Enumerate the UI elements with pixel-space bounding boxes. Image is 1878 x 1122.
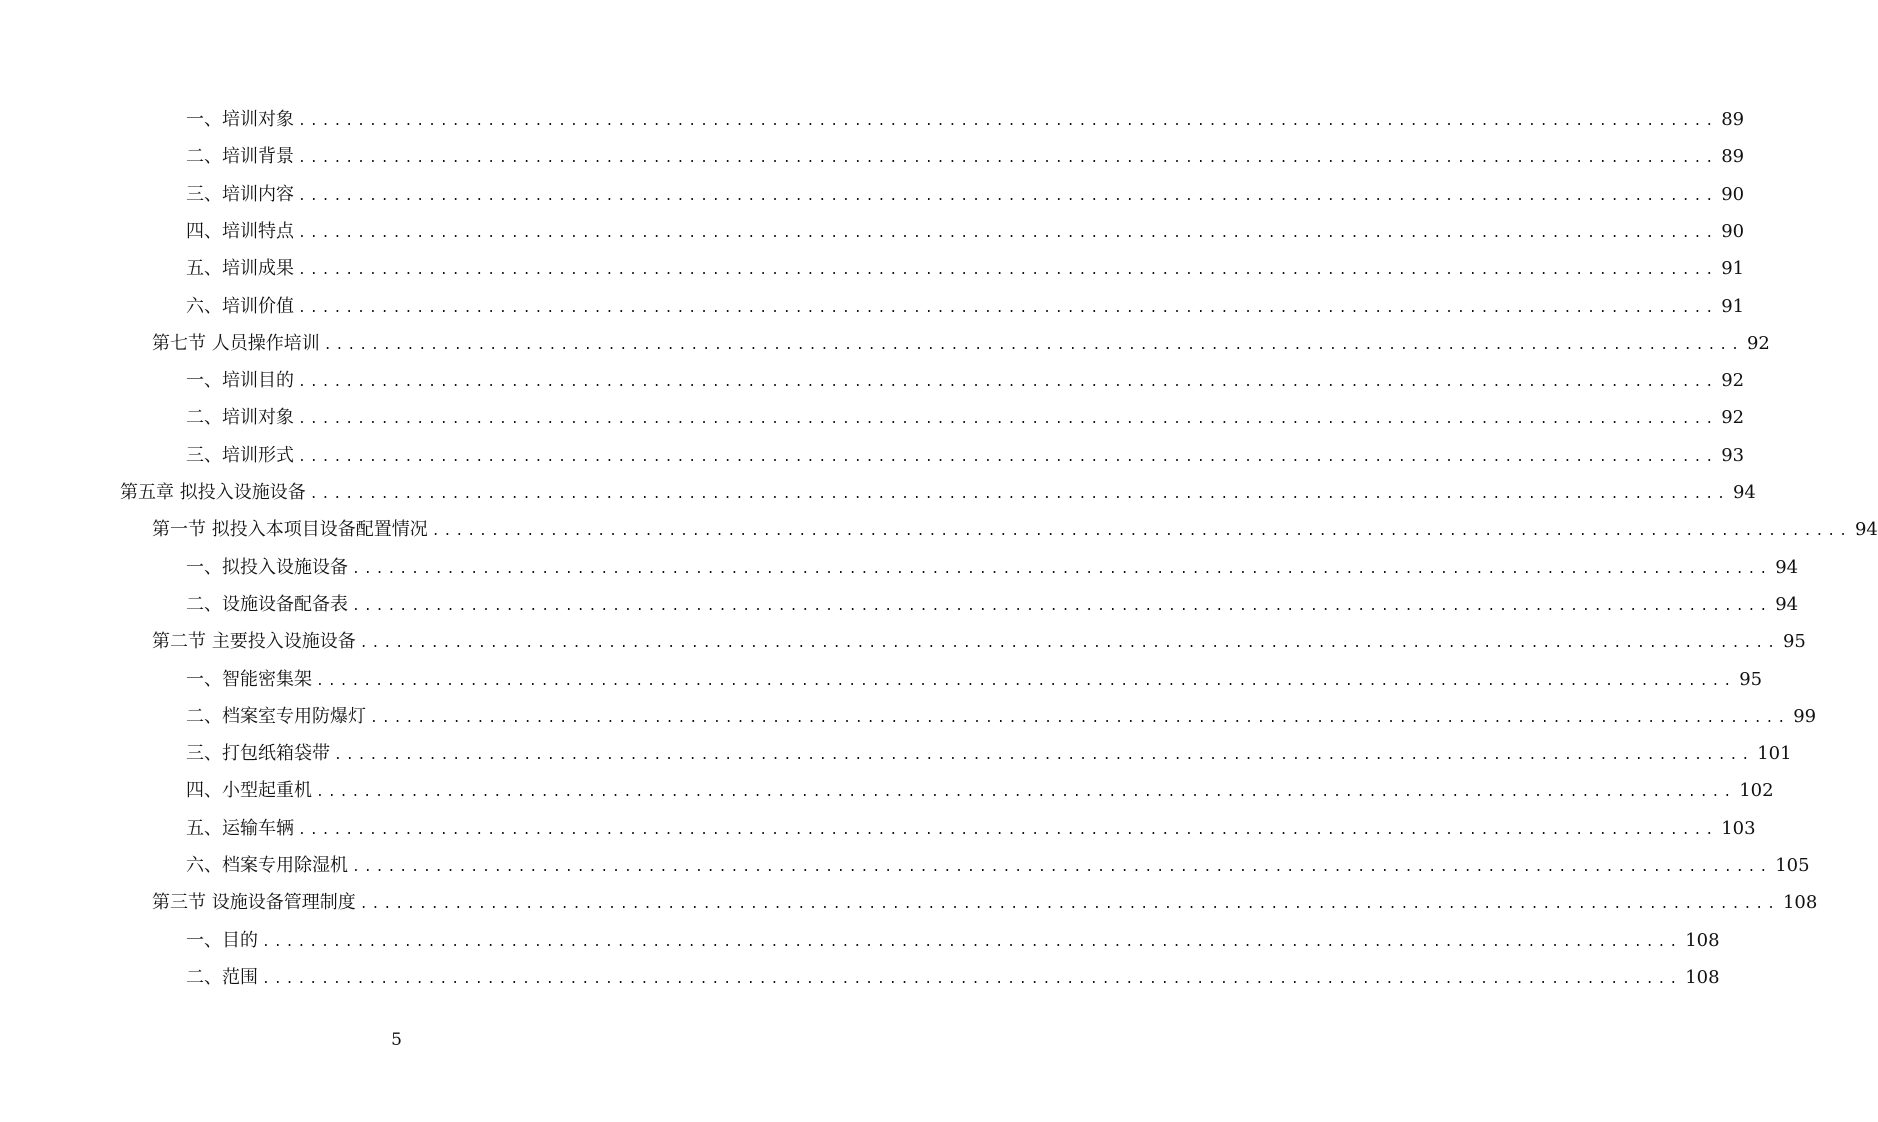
toc-entry (186, 703, 1817, 731)
toc-entry-title: 一、培训目的 (186, 370, 294, 392)
toc-leader-dots: ........................................................................................................................ (352, 561, 1772, 577)
toc-entry-title: 二、档案室专用防爆灯 (186, 705, 366, 727)
toc-entry-title: 三、打包纸箱袋带 (186, 743, 330, 765)
toc-leader-dots: ........................................................................................................................ (298, 225, 1718, 241)
toc-entry-title: 三、培训内容 (186, 183, 294, 205)
toc-entry-page: 108 (1685, 966, 1720, 988)
toc-entry (186, 591, 1799, 619)
toc-entry-page: 90 (1721, 183, 1745, 205)
toc-entry-title: 第五章 拟投入设施设备 (120, 482, 306, 503)
toc-leader-dots: ........................................................................................................................ (298, 449, 1718, 465)
toc-entry-title: 一、培训对象 (186, 109, 294, 130)
toc-entry-title: 四、小型起重机 (186, 780, 312, 802)
toc-entry (186, 554, 1799, 582)
toc-entry (186, 143, 1745, 171)
toc-leader-dots: ........................................................................................................................ (334, 748, 1754, 764)
toc-entry (186, 740, 1792, 768)
toc-entry (152, 889, 1818, 917)
toc-leader-dots: ........................................................................................................................ (262, 971, 1682, 987)
toc-leader-dots: ........................................................................................................................ (298, 375, 1718, 391)
toc-entry (186, 218, 1745, 246)
toc-leader-dots: ........................................................................................................................ (370, 710, 1790, 726)
toc-entry (186, 666, 1763, 694)
toc-entry-page: 102 (1739, 780, 1774, 802)
toc-entry-title: 第七节 人员操作培训 (152, 332, 320, 354)
toc-leader-dots: ........................................................................................................................ (359, 636, 1779, 652)
toc-leader-dots: ........................................................................................................................ (298, 412, 1718, 428)
toc-leader-dots: ........................................................................................................................ (298, 822, 1718, 838)
toc-entry-page: 108 (1782, 892, 1818, 914)
toc-entry-title: 二、培训对象 (186, 407, 294, 429)
toc-entry-title: 二、范围 (186, 966, 258, 988)
toc-leader-dots: ........................................................................................................................ (262, 934, 1682, 950)
toc-entry-page: 91 (1721, 295, 1745, 317)
toc-entry-page: 105 (1775, 855, 1810, 876)
toc-entry-page: 93 (1721, 444, 1745, 466)
toc-entry (186, 815, 1756, 843)
toc-entry-page: 90 (1721, 220, 1745, 242)
toc-entry (186, 367, 1745, 395)
toc-leader-dots: ........................................................................................................................ (431, 524, 1851, 540)
toc-entry (186, 927, 1720, 955)
toc-entry-page: 95 (1739, 668, 1763, 690)
toc-leader-dots: ........................................................................................................................ (298, 300, 1718, 316)
toc-entry-title: 第二节 主要投入设施设备 (152, 631, 356, 653)
toc-entry (186, 181, 1745, 209)
toc-leader-dots: ........................................................................................................................ (352, 860, 1772, 875)
toc-entry-page: 108 (1685, 929, 1720, 951)
toc-entry-title: 第三节 设施设备管理制度 (152, 892, 356, 914)
toc-entry-page: 92 (1746, 332, 1770, 354)
toc-leader-dots: ........................................................................................................................ (359, 897, 1779, 913)
toc-entry (152, 330, 1770, 358)
toc-entry-page: 94 (1775, 556, 1799, 578)
toc-leader-dots: ........................................................................................................................ (352, 598, 1772, 614)
toc-entry (186, 293, 1745, 321)
toc-entry-page: 92 (1721, 370, 1745, 392)
toc-entry-title: 五、培训成果 (186, 258, 294, 280)
toc-leader-dots: ........................................................................................................................ (316, 673, 1736, 689)
toc-entry (120, 479, 1756, 507)
toc-entry (186, 852, 1810, 880)
toc-entry-page: 95 (1782, 631, 1806, 653)
toc-entry-title: 五、运输车辆 (186, 817, 294, 839)
toc-entry (186, 106, 1745, 134)
toc-entry (186, 255, 1745, 283)
toc-entry-title: 一、目的 (186, 929, 258, 951)
toc-entry-page: 94 (1775, 593, 1799, 615)
toc-entry-page: 89 (1721, 109, 1745, 130)
toc-entry (186, 442, 1745, 470)
toc-entry-page: 91 (1721, 258, 1745, 280)
toc-entry-title: 二、设施设备配备表 (186, 593, 348, 615)
toc-leader-dots: ........................................................................................................................ (316, 785, 1736, 801)
toc-entry-page: 89 (1721, 146, 1745, 168)
toc-entry (186, 964, 1720, 992)
toc-entry-page: 101 (1757, 743, 1792, 765)
toc-entry-page: 94 (1854, 519, 1878, 541)
toc-entry-page: 99 (1793, 705, 1817, 727)
toc-entry-title: 六、培训价值 (186, 295, 294, 317)
toc-entry-title: 三、培训形式 (186, 444, 294, 466)
toc-entry-title: 第一节 拟投入本项目设备配置情况 (152, 519, 428, 541)
toc-entry-title: 四、培训特点 (186, 220, 294, 242)
toc-leader-dots: ........................................................................................................................ (298, 188, 1718, 204)
toc-entry-title: 一、拟投入设施设备 (186, 556, 348, 578)
toc-leader-dots: ........................................................................................................................ (298, 114, 1718, 129)
toc-entry (186, 404, 1745, 432)
page-number: 5 (391, 1030, 402, 1050)
toc-entry-page: 103 (1721, 817, 1756, 839)
toc-leader-dots: ........................................................................................................................ (309, 487, 1729, 502)
toc-entry-page: 94 (1732, 482, 1756, 503)
toc-entry-title: 二、培训背景 (186, 146, 294, 168)
toc-entry (152, 516, 1878, 544)
toc-entry (152, 628, 1806, 656)
toc-entry-page: 92 (1721, 407, 1745, 429)
toc-entry (186, 777, 1774, 805)
toc-leader-dots: ........................................................................................................................ (323, 337, 1743, 353)
toc-entry-title: 六、档案专用除湿机 (186, 855, 348, 876)
toc-entry-title: 一、智能密集架 (186, 668, 312, 690)
toc-leader-dots: ........................................................................................................................ (298, 263, 1718, 279)
toc-leader-dots: ........................................................................................................................ (298, 151, 1718, 167)
